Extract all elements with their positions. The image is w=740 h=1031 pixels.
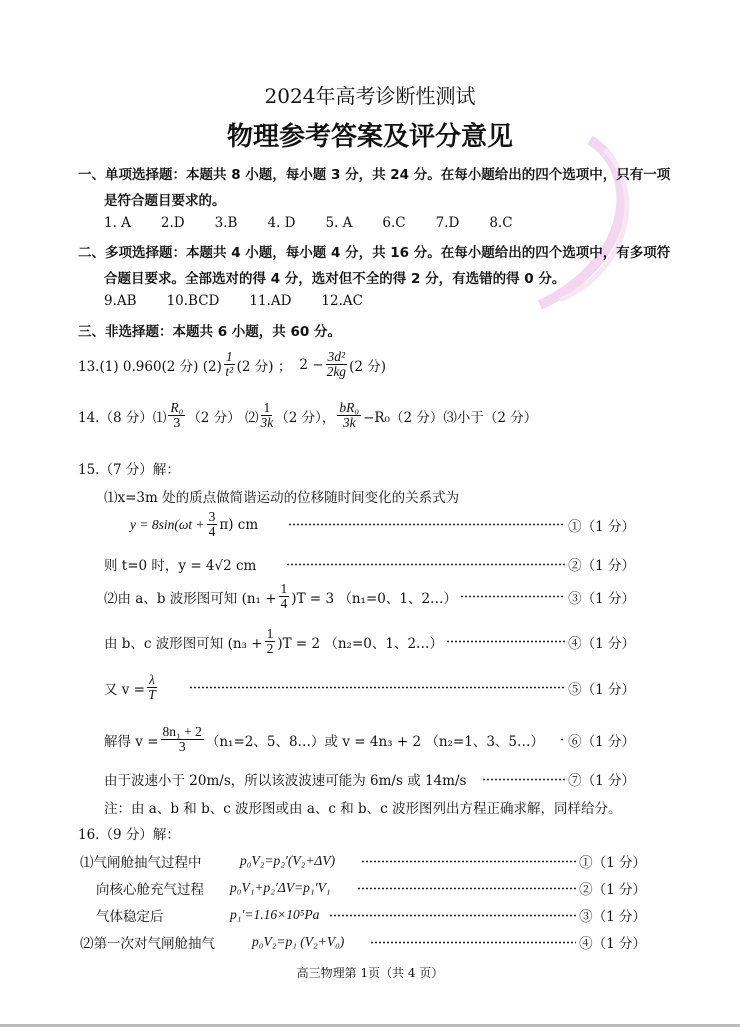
equation: 又 v =: [104, 681, 146, 698]
score-mark: ⑤（1 分）: [568, 681, 635, 698]
q14-text: 14.（8 分）⑴: [78, 409, 167, 426]
page-title: 物理参考答案及评分意见: [226, 122, 513, 152]
numerator: 1: [280, 581, 288, 596]
denominator: T: [148, 687, 156, 703]
exam-title: 2024年高考诊断性测试: [264, 84, 476, 108]
fraction: [161, 725, 204, 754]
q16-heading: 16.（9 分）解：: [78, 827, 180, 843]
numerator: bR₀: [339, 400, 360, 415]
q13-answer: [78, 350, 386, 379]
answer: 1. A: [104, 215, 131, 231]
numerator: 1: [266, 626, 274, 641]
q13-text: 2 −: [299, 356, 324, 373]
dot-leader: [189, 686, 565, 689]
answer: 7.D: [435, 215, 460, 231]
fraction: [326, 350, 348, 379]
equation: 由 b、c 波形图可知 (n₃ +: [104, 635, 263, 652]
score-mark: ④（1 分）: [579, 936, 646, 952]
score-mark: ②（1 分）: [579, 882, 646, 898]
fraction: [265, 627, 276, 656]
q14-answer: [78, 401, 537, 430]
answer: 10.BCD: [166, 293, 220, 309]
equation: )T = 2 （n₂=0、1、2…）: [277, 635, 444, 652]
denominator: 3: [178, 739, 186, 755]
fraction: [147, 673, 157, 702]
score-mark: ④（1 分）: [568, 635, 635, 652]
equation: π) cm: [219, 516, 259, 533]
fraction: [168, 401, 185, 430]
dot-leader: [460, 595, 565, 598]
equation: （n₁=2、5、8…）或 v = 4n₃ + 2 （n₂=1、3、5…）: [205, 733, 545, 750]
denominator: 4: [280, 596, 288, 612]
q15-eq3: [104, 582, 635, 611]
equation: 则 t=0 时，y = 4√2 cm: [104, 558, 257, 574]
answer: 6.C: [382, 215, 406, 231]
equation: 解得 v =: [104, 733, 159, 750]
numerator: λ: [149, 672, 155, 687]
dot-leader: [288, 523, 565, 526]
equation: p₀V₂=p₁ (V₂+V₀): [252, 934, 345, 949]
fraction: [337, 401, 361, 430]
score-mark: ⑦（1 分）: [568, 773, 635, 789]
answer: 8.C: [489, 215, 513, 231]
denominator: 2kg: [326, 364, 347, 380]
q15-eq4: [104, 627, 635, 656]
q16-row: [80, 851, 646, 871]
dot-leader: [370, 941, 576, 944]
numerator: 3: [208, 509, 216, 524]
equation: )T = 3 （n₁=0、1、2…）: [291, 590, 458, 607]
dot-leader: [560, 738, 565, 741]
q15-eq6: [104, 725, 635, 754]
q16-row: [96, 905, 646, 925]
denominator: 3: [173, 415, 181, 431]
score-mark: ③（1 分）: [568, 590, 635, 607]
equation: p₀V₂=p₂′(V₂+ΔV): [240, 853, 336, 868]
answer: 3.B: [214, 215, 238, 231]
conclusion: 由于波速小于 20m/s，所以该波波速可能为 6m/s 或 14m/s: [104, 773, 467, 789]
page-bottom-border: [0, 1024, 740, 1027]
answer: 2.D: [160, 215, 185, 231]
q15-line: ⑴x=3m 处的质点做简谐运动的位移随时间变化的关系式为: [104, 490, 460, 506]
answer: 9.AB: [104, 293, 137, 309]
fraction: [224, 350, 235, 379]
numerator: 1: [225, 349, 233, 364]
numerator: 1: [263, 400, 271, 415]
numerator: R₀: [170, 400, 184, 415]
score-mark: ①（1 分）: [579, 855, 646, 871]
q14-text: （2 分） ⑵: [187, 409, 259, 426]
dot-leader: [357, 887, 577, 890]
denominator: 2: [266, 641, 274, 657]
dot-leader: [361, 860, 576, 863]
dot-leader: [482, 778, 565, 781]
denominator: 3k: [260, 415, 274, 431]
q14-text: （2 分），: [275, 409, 336, 426]
step-label: ⑴气闸舱抽气过程中: [80, 855, 202, 871]
q15-eq2: [104, 554, 635, 574]
q15-eq5: [104, 673, 635, 702]
denominator: 4: [208, 524, 216, 540]
answer: 12.AC: [321, 293, 363, 309]
equation: p₀V₁+p₂′ΔV=p₁′V₁: [230, 880, 331, 895]
equation: ⑵由 a、b 波形图可知 (n₁ +: [104, 590, 277, 607]
fraction: [279, 582, 290, 611]
q15-heading: 15.（7 分）解：: [78, 462, 180, 478]
step-label: 向核心舱充气过程: [96, 882, 204, 898]
section1-answers: [104, 215, 543, 231]
denominator: t²: [225, 364, 234, 380]
section1-heading: 一、单项选择题：本题共 8 小题，每小题 3 分，共 24 分。在每小题给出的四个选项中，只有一项: [78, 167, 671, 183]
step-label: 气体稳定后: [96, 909, 164, 925]
q13-text: (2 分) ；: [236, 358, 292, 375]
section2-heading: 二、多项选择题：本题共 4 小题，每小题 4 分，共 16 分。在每小题给出的四个选项中，有多项符: [78, 245, 671, 261]
q15-eq7: [104, 769, 635, 789]
q14-text: −R₀（2 分）⑶小于（2 分）: [363, 409, 538, 426]
answer: 11.AD: [249, 293, 292, 309]
section2-heading-cont: 合题目要求。全部选对的得 4 分，选对但不全的得 2 分，有选错的得 0 分。: [104, 271, 566, 287]
score-mark: ⑥（1 分）: [568, 733, 635, 750]
numerator: 8n₁ + 2: [162, 724, 202, 739]
equation: y = 8sin(ωt +: [130, 516, 205, 532]
section3-heading: 三、非选择题：本题共 6 小题，共 60 分。: [78, 324, 341, 340]
section2-answers: [104, 293, 393, 309]
q16-row: [80, 932, 646, 952]
q13-text: 13.(1) 0.960(2 分) (2): [78, 358, 222, 375]
page-footer: 高三物理第 1页（共 4 页）: [296, 966, 444, 980]
section1-heading-cont: 是符合题目要求的。: [104, 193, 226, 209]
denominator: 3k: [342, 415, 356, 431]
step-label: ⑵第一次对气闸舱抽气: [80, 936, 215, 952]
dot-leader: [286, 563, 565, 566]
fraction: [260, 401, 273, 430]
score-mark: ②（1 分）: [568, 558, 635, 574]
dot-leader: [446, 640, 565, 643]
fraction: [207, 510, 218, 539]
q15-eq1: [130, 510, 635, 539]
equation: p₁′=1.16×10⁵Pa: [230, 907, 320, 922]
q13-text: (2 分): [349, 358, 387, 375]
numerator: 3d²: [327, 349, 346, 364]
answer: 4. D: [267, 215, 296, 231]
dot-leader: [329, 914, 576, 917]
q16-row: [96, 878, 646, 898]
score-mark: ①（1 分）: [568, 518, 635, 535]
answer: 5. A: [325, 215, 353, 231]
score-mark: ③（1 分）: [579, 909, 646, 925]
q15-note: 注：由 a、b 和 b、c 波形图或由 a、c 和 b、c 波形图列出方程正确求解，同样给分。: [104, 801, 622, 817]
